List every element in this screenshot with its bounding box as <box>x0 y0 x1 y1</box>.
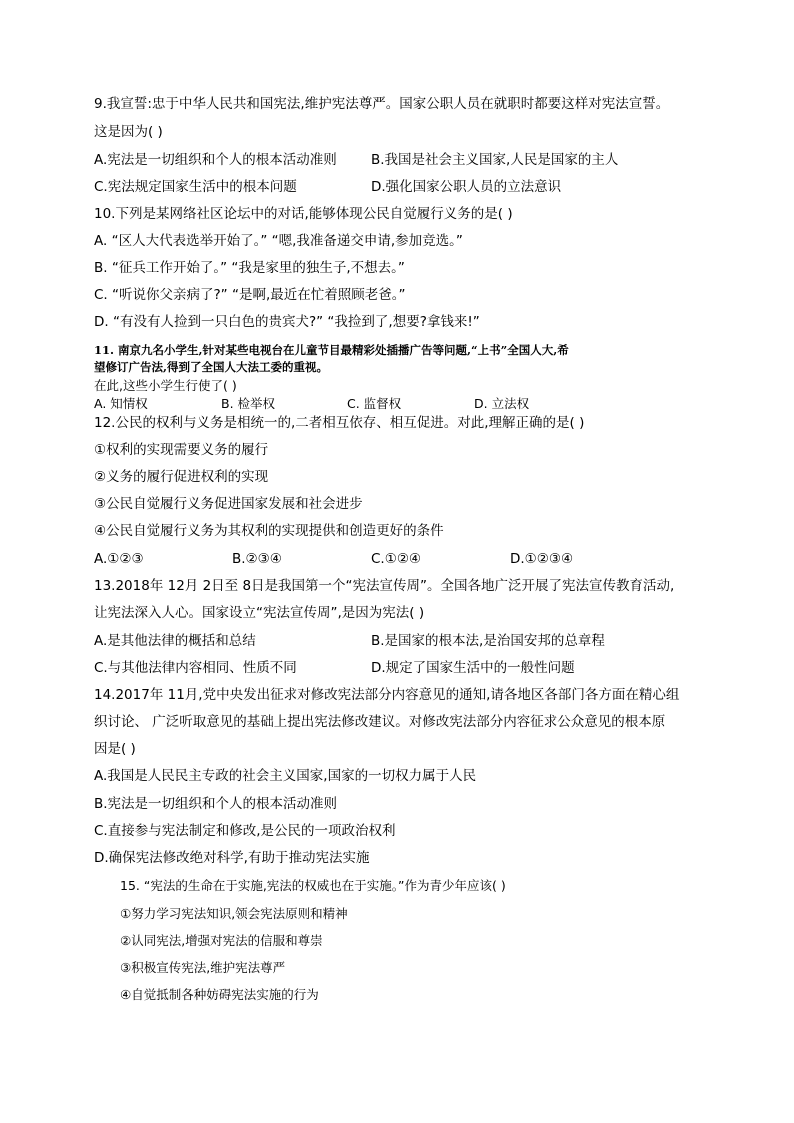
q15-statement-4: ④自觉抵制各种妨碍宪法实施的行为 <box>120 987 319 1002</box>
q12-option-a: A.①②③ <box>94 551 144 567</box>
q9-option-c: C.宪法规定国家生活中的根本问题 <box>94 179 297 195</box>
q14-option-a: A.我国是人民民主专政的社会主义国家,国家的一切权力属于人民 <box>94 768 477 784</box>
q11-stem-line2: 望修订广告法,得到了全国人大法工委的重视。 <box>94 360 329 374</box>
q11-option-c: C. 监督权 <box>347 396 402 411</box>
q15-statement-2: ②认同宪法,增强对宪法的信服和尊崇 <box>120 933 323 948</box>
q13-stem-line2: 让宪法深入人心。国家设立“宪法宣传周”,是因为宪法( ) <box>94 605 425 621</box>
q9-stem-line1: 9.我宣誓:忠于中华人民共和国宪法,维护宪法尊严。国家公职人员在就职时都要这样对宪法宣誓。 <box>94 96 670 112</box>
q13-option-a: A.是其他法律的概括和总结 <box>94 633 256 649</box>
q12-stem: 12.公民的权利与义务是相统一的,二者相互依存、相互促进。对此,理解正确的是( ) <box>94 415 585 431</box>
q13-option-b: B.是国家的根本法,是治国安邦的总章程 <box>371 633 605 649</box>
q12-statement-4: ④公民自觉履行义务为其权利的实现提供和创造更好的条件 <box>94 523 444 539</box>
q15-statement-3: ③积极宣传宪法,维护宪法尊严 <box>120 960 286 975</box>
q12-option-c: C.①②④ <box>371 551 422 567</box>
q9-stem-line2: 这是因为( ) <box>94 124 163 140</box>
q10-option-b: B. “征兵工作开始了。” “我是家里的独生子,不想去。” <box>94 260 405 276</box>
q14-stem-line3: 因是( ) <box>94 741 136 757</box>
q11-option-d: D. 立法权 <box>474 396 530 411</box>
q9-option-a: A.宪法是一切组织和个人的根本活动准则 <box>94 152 337 168</box>
q15-statement-1: ①努力学习宪法知识,领会宪法原则和精神 <box>120 906 348 921</box>
q14-stem-line2: 织讨论、 广泛听取意见的基础上提出宪法修改建议。对修改宪法部分内容征求公众意见的根本原 <box>94 714 666 730</box>
q14-option-d: D.确保宪法修改绝对科学,有助于推动宪法实施 <box>94 850 370 866</box>
q10-option-a: A. “区人大代表选举开始了。” “嗯,我准备递交申请,参加竞选。” <box>94 233 463 249</box>
q14-option-b: B.宪法是一切组织和个人的根本活动准则 <box>94 796 338 812</box>
q12-statement-3: ③公民自觉履行义务促进国家发展和社会进步 <box>94 496 363 512</box>
q13-option-d: D.规定了国家生活中的一般性问题 <box>371 660 575 676</box>
q14-stem-line1: 14.2017年 11月,党中央发出征求对修改宪法部分内容意见的通知,请各地区各部门各方面在精心组 <box>94 687 680 703</box>
q11-option-a: A. 知情权 <box>94 396 148 411</box>
q9-option-d: D.强化国家公职人员的立法意识 <box>371 179 562 195</box>
q9-option-b: B.我国是社会主义国家,人民是国家的主人 <box>371 152 619 168</box>
q11-stem-line3: 在此,这些小学生行使了( ) <box>94 378 237 393</box>
q12-statement-2: ②义务的履行促进权利的实现 <box>94 469 269 485</box>
q10-stem: 10.下列是某网络社区论坛中的对话,能够体现公民自觉履行义务的是( ) <box>94 206 513 222</box>
q13-option-c: C.与其他法律内容相同、性质不同 <box>94 660 297 676</box>
q12-option-b: B.②③④ <box>232 551 282 567</box>
q11-option-b: B. 检举权 <box>221 396 276 411</box>
q11-stem-line1: 11. 南京九名小学生,针对某些电视台在儿童节目最精彩处插播广告等问题,“上书”全国人大,希 <box>94 343 569 357</box>
q13-stem-line1: 13.2018年 12月 2日至 8日是我国第一个“宪法宣传周”。全国各地广泛开展了宪法宣传教育活动, <box>94 578 675 594</box>
q10-option-d: D. “有没有人捡到一只白色的贵宾犬?” “我捡到了,想要?拿钱来!” <box>94 314 480 330</box>
q15-stem: 15. “宪法的生命在于实施,宪法的权威也在于实施。”作为青少年应该( ) <box>120 878 506 893</box>
q12-option-d: D.①②③④ <box>510 551 574 567</box>
q10-option-c: C. “听说你父亲病了?” “是啊,最近在忙着照顾老爸。” <box>94 287 406 303</box>
q14-option-c: C.直接参与宪法制定和修改,是公民的一项政治权利 <box>94 823 396 839</box>
q12-statement-1: ①权利的实现需要义务的履行 <box>94 442 269 458</box>
